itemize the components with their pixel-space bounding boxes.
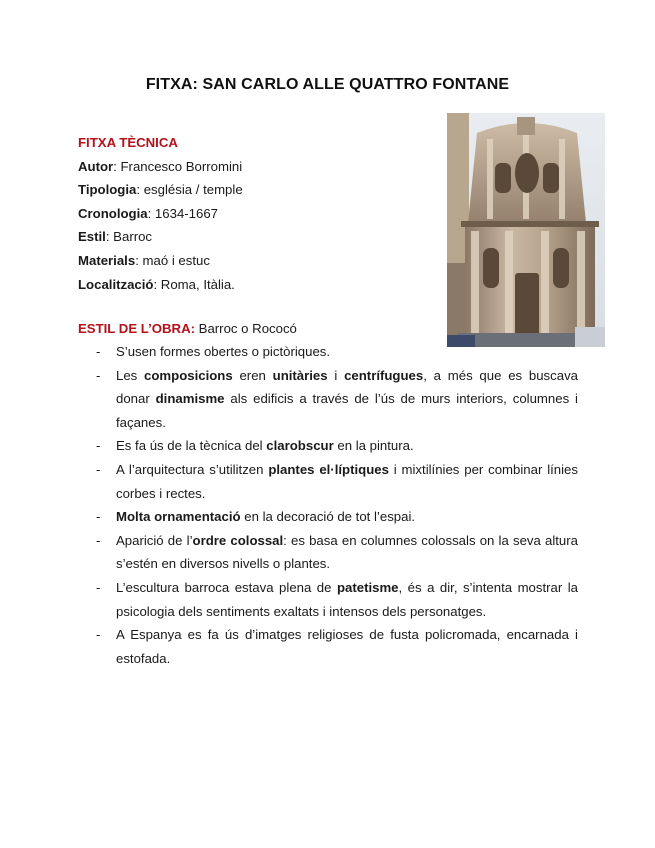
list-item: - A Espanya es fa ús d’imatges religioses de fusta policromada, encarnada i estofada. xyxy=(96,627,578,666)
church-facade-photo xyxy=(447,113,605,347)
field-tipologia: Tipologia: església / temple xyxy=(78,182,243,198)
field-localitzacio: Localització: Roma, Itàlia. xyxy=(78,276,235,292)
list-item: - Les composicions eren unitàries i centrífugues, a més que es buscava donar dinamisme als edificis a través de l’ús de murs interiors, columnes i façanes. xyxy=(96,367,578,430)
field-estil: Estil: Barroc xyxy=(78,229,153,245)
page-title: FITXA: SAN CARLO ALLE QUATTRO FONTANE xyxy=(145,76,510,93)
field-autor: Autor: Francesco Borromini xyxy=(78,158,243,174)
list-item: - Molta ornamentació en la decoració de tot l’espai. xyxy=(96,509,416,525)
facade-illustration xyxy=(447,113,605,347)
characteristics-list xyxy=(78,340,578,670)
list-item: - S’usen formes obertes o pictòriques. xyxy=(96,344,331,359)
field-materials: Materials: maó i estuc xyxy=(78,252,210,268)
estil-value: Barroc o Rococó xyxy=(195,321,297,336)
estil-heading: ESTIL DE L’OBRA: xyxy=(78,321,195,336)
field-cronologia: Cronologia: 1634-1667 xyxy=(78,205,219,221)
list-item: - A l’arquitectura s’utilitzen plantes el·líptiques i mixtilínies per combinar línies corbes i rectes. xyxy=(96,461,578,501)
list-item: - L’escultura barroca estava plena de patetisme, és a dir, s’intenta mostrar la psicologia dels sentiments exaltats i intensos dels personatges. xyxy=(96,579,579,619)
list-item: - Es fa ús de la tècnica del clarobscur en la pintura. xyxy=(96,438,414,454)
estil-heading-line xyxy=(78,317,297,341)
fitxa-tecnica-heading: FITXA TÈCNICA xyxy=(78,135,178,150)
fitxa-tecnica xyxy=(78,131,243,296)
list-item: - Aparició de l’ordre colossal: es basa en columnes colossals on la seva altura s’estén en diversos nivells o plantes. xyxy=(96,532,578,572)
